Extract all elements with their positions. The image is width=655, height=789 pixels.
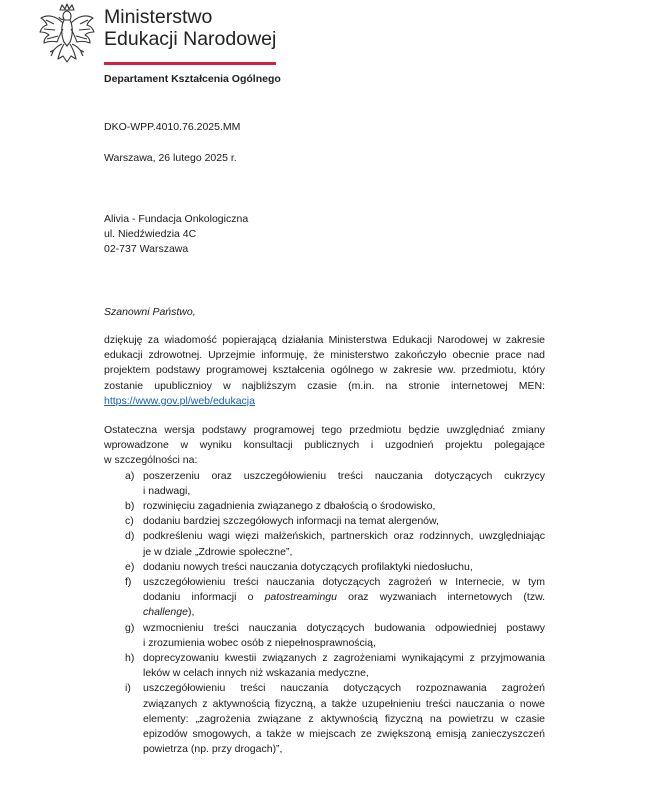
italic-term: patostreamingu bbox=[264, 591, 337, 604]
list-marker: c) bbox=[125, 515, 134, 528]
italic-term: challenge bbox=[143, 606, 188, 619]
text-run: ), bbox=[187, 606, 195, 619]
list-item-line: poszerzeniu oraz uszczegółowieniu treści nauczania dotyczących cukrzycy bbox=[143, 469, 545, 482]
polish-eagle-emblem-icon bbox=[38, 2, 96, 68]
ministry-name bbox=[104, 6, 276, 50]
list-item-c bbox=[104, 514, 545, 529]
list-item-line: uszczegółowieniu treści nauczania dotyczących rozpoznawania zagrożeń bbox=[143, 682, 545, 695]
list-marker: a) bbox=[125, 469, 135, 482]
list-item-line: rozwinięciu zagadnienia związanego z dbałością o środowisko, bbox=[143, 500, 436, 513]
list-item-line: i zrozumienia wobec osób z niepełnosprawnością, bbox=[143, 636, 376, 649]
paragraph-line: dziękuję za wiadomość popierającą działania Ministerstwa Edukacji Narodowej w zakresie bbox=[104, 334, 545, 346]
list-item-d bbox=[104, 529, 545, 559]
paragraph-line: projektem podstawy programowej kształcenia ogólnego w zakresie ww. przedmiotu, który bbox=[104, 364, 545, 377]
document-signature: DKO-WPP.4010.76.2025.MM bbox=[104, 121, 241, 133]
list-item-line: je w dziale „Zdrowie społeczne”, bbox=[143, 545, 293, 558]
list-item-h bbox=[104, 651, 545, 681]
text-run: oraz wyzwaniach internetowych (tzw. bbox=[336, 591, 545, 604]
greeting: Szanowni Państwo, bbox=[104, 306, 196, 318]
list-marker: g) bbox=[125, 621, 135, 634]
list-marker: i) bbox=[125, 682, 131, 695]
list-item-line: związanych z aktywnością fizyczną, a także uzupełnieniu treści nauczania o nowe bbox=[143, 697, 545, 710]
department-name: Departament Kształcenia Ogólnego bbox=[104, 73, 281, 85]
recipient-street: ul. Niedźwiedzia 4C bbox=[104, 228, 197, 240]
list-item-e bbox=[104, 560, 545, 575]
list-item-line bbox=[143, 590, 545, 605]
list-item-i bbox=[104, 681, 545, 757]
list-item-line: elementy: „zagrożenia związane z aktywnością fizyczną na powietrzu w czasie bbox=[143, 712, 545, 725]
paragraph-changes bbox=[104, 423, 545, 757]
list-item-g bbox=[104, 621, 545, 651]
list-item-line: dodaniu nowych treści nauczania dotyczących profilaktyki niedosłuchu, bbox=[143, 560, 473, 573]
place-and-date: Warszawa, 26 lutego 2025 r. bbox=[104, 152, 237, 164]
list-item-line: powietrza (np. przy drogach)”, bbox=[143, 743, 283, 756]
recipient-city: 02-737 Warszawa bbox=[104, 243, 189, 255]
list-marker: b) bbox=[125, 500, 135, 513]
list-item-line bbox=[143, 605, 545, 620]
paragraph-line: zostanie upublicznioy w najbliższym czasie (m.in. na stronie internetowej MEN: bbox=[104, 379, 545, 392]
men-website-link[interactable]: https://www.gov.pl/web/edukacja bbox=[104, 394, 255, 407]
text-run: dodaniu informacji o bbox=[143, 591, 265, 604]
paragraph-line: Ostateczna wersja podstawy programowej tego przedmiotu będzie uwzględniać zmiany bbox=[104, 424, 545, 436]
list-item-line: wzmocnieniu treści nauczania dotyczących budowania odpowiedniej postawy bbox=[143, 621, 545, 634]
changes-list bbox=[104, 469, 545, 758]
ministry-name-line2: Edukacji Narodowej bbox=[104, 28, 277, 50]
list-marker: h) bbox=[125, 652, 135, 665]
list-marker: f) bbox=[125, 576, 132, 589]
list-item-line: leków w celach innych niż wskazania medyczne, bbox=[143, 667, 369, 680]
recipient-address bbox=[104, 212, 248, 257]
list-marker: d) bbox=[125, 530, 135, 543]
list-item-line: podkreśleniu wagi więzi małżeńskich, partnerskich oraz rodzinnych, uwzględniając bbox=[143, 530, 545, 543]
paragraph-intro bbox=[104, 333, 545, 409]
list-item-line: epizodów smogowych, a także w miejscach ze zwiększoną emisją zanieczyszczeń bbox=[143, 728, 545, 741]
list-item-line: doprecyzowaniu kwestii związanych z zagrożeniami wynikającymi z przyjmowania bbox=[143, 652, 545, 665]
list-item-f bbox=[104, 575, 545, 621]
ministry-name-line1: Ministerstwo bbox=[104, 6, 213, 28]
paragraph-line: wprowadzone w wyniku konsultacji publicznych i uzgodnień projektu polegające bbox=[104, 439, 545, 452]
paragraph-line: w szczególności na: bbox=[104, 454, 198, 467]
list-marker: e) bbox=[125, 560, 135, 573]
list-item-a bbox=[104, 469, 545, 499]
list-item-line: uszczegółowieniu treści nauczania dotyczących zagrożeń w Internecie, w tym bbox=[143, 576, 545, 589]
list-item-line: i nadwagi, bbox=[143, 484, 191, 497]
list-item-line: dodaniu bardziej szczegółowych informacji na temat alergenów, bbox=[143, 515, 439, 528]
header-red-rule bbox=[104, 62, 276, 65]
recipient-name: Alivia - Fundacja Onkologiczna bbox=[104, 213, 249, 225]
paragraph-line: edukacji zdrowotnej. Uprzejmie informuję, że ministerstwo zakończyło obecnie prace nad bbox=[104, 349, 545, 362]
list-item-b bbox=[104, 499, 545, 514]
